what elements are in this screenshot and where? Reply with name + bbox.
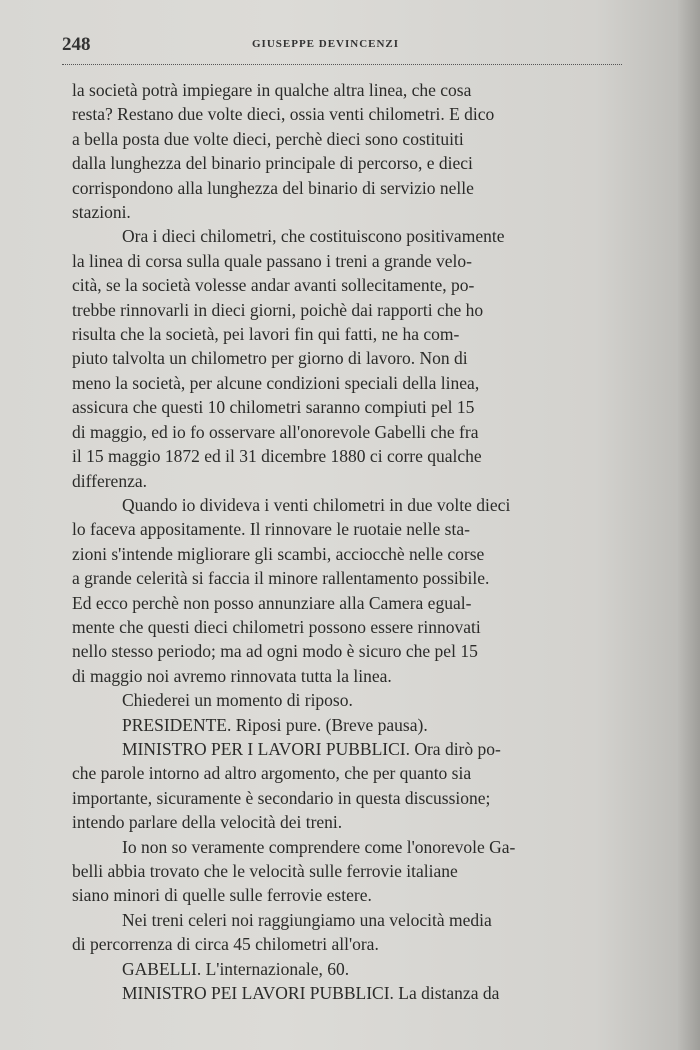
text-line: dalla lunghezza del binario principale di percorso, e dieci xyxy=(72,153,473,174)
text-line: belli abbia trovato che le velocità sulle ferrovie italiane xyxy=(72,861,458,881)
running-title: GIUSEPPE DEVINCENZI xyxy=(252,38,400,50)
text-line: MINISTRO PER I LAVORI PUBBLICI. Ora dirò po- xyxy=(122,738,501,759)
text-line: trebbe rinnovarli in dieci giorni, poichè dai rapporti che ho xyxy=(72,299,484,320)
text-line: mente che questi dieci chilometri possono essere rinnovati xyxy=(72,616,481,637)
text-line: il 15 maggio 1872 ed il 31 dicembre 1880 ci corre qualche xyxy=(72,446,482,467)
text-line: differenza. xyxy=(72,470,147,491)
text-line: Quando io divideva i venti chilometri in due volte dieci xyxy=(122,494,511,515)
page-header xyxy=(62,34,622,65)
body-text xyxy=(72,78,612,1005)
text-line: corrispondono alla lunghezza del binario di servizio nelle xyxy=(72,177,474,198)
text-line: stazioni. xyxy=(72,202,131,223)
text-line: che parole intorno ad altro argomento, che per quanto sia xyxy=(72,763,472,784)
text-line: resta? Restano due volte dieci, ossia venti chilometri. E dico xyxy=(72,104,495,125)
text-line: Chiederei un momento di riposo. xyxy=(122,690,353,711)
text-line: GABELLI. L'internazionale, 60. xyxy=(122,958,350,979)
page-edge xyxy=(678,0,700,1050)
page-number: 248 xyxy=(62,34,91,55)
text-line: intendo parlare della velocità dei treni. xyxy=(72,812,343,833)
text-line: di percorrenza di circa 45 chilometri all'ora. xyxy=(72,934,379,955)
text-line: Ed ecco perchè non posso annunziare alla Camera egual- xyxy=(72,592,472,613)
text-line: piuto talvolta un chilometro per giorno di lavoro. Non di xyxy=(72,348,468,369)
text-line: meno la società, per alcune condizioni speciali della linea, xyxy=(72,372,480,393)
text-line: importante, sicuramente è secondario in questa discussione; xyxy=(72,787,491,808)
text-line: a grande celerità si faccia il minore rallentamento possibile. xyxy=(72,568,490,589)
text-line: di maggio, ed io fo osservare all'onorevole Gabelli che fra xyxy=(72,421,479,442)
text-line: PRESIDENTE. Riposi pure. (Breve pausa). xyxy=(122,714,428,735)
text-line: siano minori di quelle sulle ferrovie estere. xyxy=(72,885,372,906)
text-line: MINISTRO PEI LAVORI PUBBLICI. La distanza da xyxy=(122,983,500,1004)
text-line: la linea di corsa sulla quale passano i treni a grande velo- xyxy=(72,250,472,271)
text-line: a bella posta due volte dieci, perchè dieci sono costituiti xyxy=(72,128,464,149)
text-line: zioni s'intende migliorare gli scambi, acciocchè nelle corse xyxy=(72,543,485,564)
text-line: Ora i dieci chilometri, che costituiscono positivamente xyxy=(122,226,505,247)
text-line: assicura che questi 10 chilometri saranno compiuti pel 15 xyxy=(72,397,475,418)
text-line: la società potrà impiegare in qualche altra linea, che cosa xyxy=(72,80,472,100)
text-line: Io non so veramente comprendere come l'onorevole Ga- xyxy=(122,836,516,857)
text-line: cità, se la società volesse andar avanti sollecitamente, po- xyxy=(72,275,475,296)
text-line: risulta che la società, pei lavori fin qui fatti, ne ha com- xyxy=(72,324,460,345)
text-line: nello stesso periodo; ma ad ogni modo è sicuro che pel 15 xyxy=(72,641,478,662)
text-line: Nei treni celeri noi raggiungiamo una velocità media xyxy=(122,909,492,930)
text-line: di maggio noi avremo rinnovata tutta la linea. xyxy=(72,665,392,686)
text-line: lo faceva appositamente. Il rinnovare le ruotaie nelle sta- xyxy=(72,519,470,540)
